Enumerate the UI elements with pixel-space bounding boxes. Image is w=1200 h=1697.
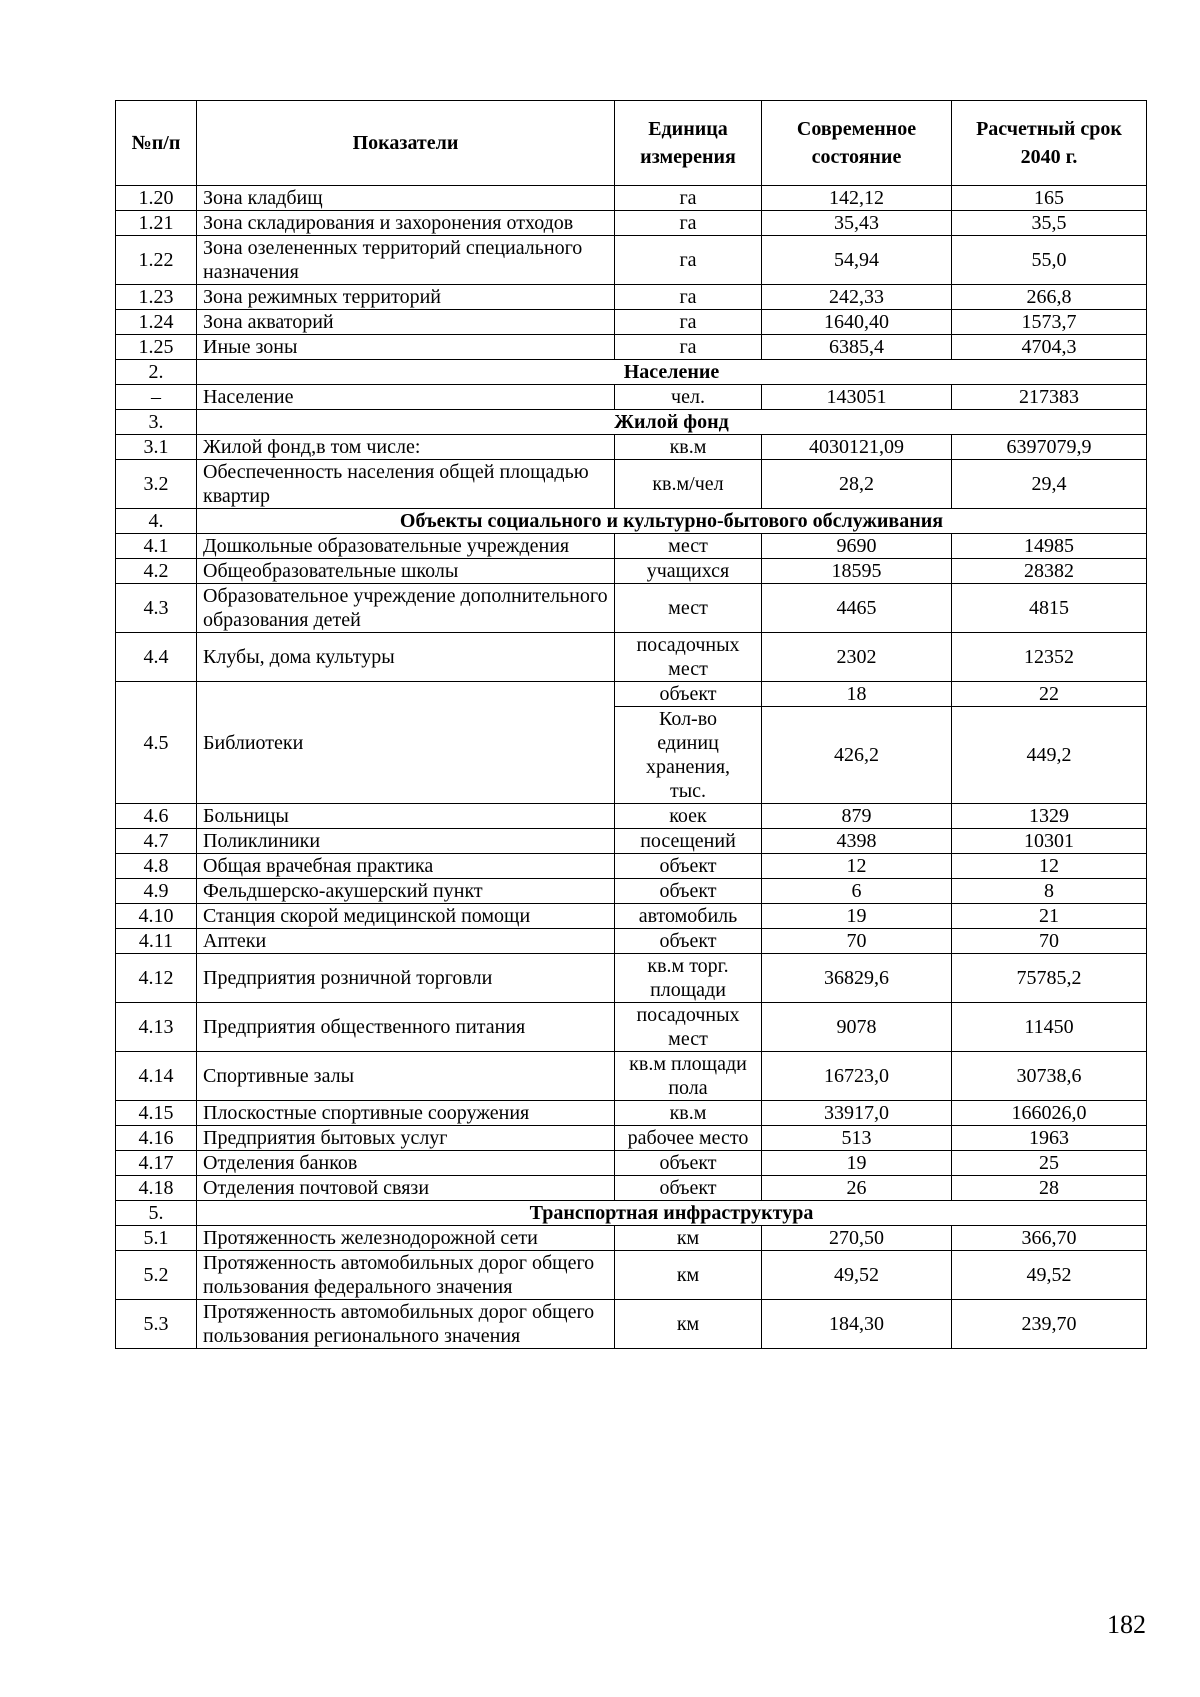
row-unit: коек (615, 804, 762, 829)
table-row (116, 1251, 1147, 1300)
row-future: 449,2 (952, 707, 1147, 804)
table-header-row (116, 101, 1147, 186)
row-indicator: Зона режимных территорий (197, 285, 615, 310)
table-body-zones (116, 186, 1147, 360)
table-body-social-a (116, 534, 1147, 682)
row-future: 4704,3 (952, 335, 1147, 360)
row-indicator: Обеспеченность населения общей площадью квартир (197, 460, 615, 509)
row-current: 513 (762, 1126, 952, 1151)
section-row (116, 410, 1147, 435)
table-row (116, 1003, 1147, 1052)
header-indicator: Показатели (197, 101, 615, 186)
row-current: 4398 (762, 829, 952, 854)
row-num: 1.22 (116, 236, 197, 285)
row-indicator: Общая врачебная практика (197, 854, 615, 879)
section-housing (116, 410, 1147, 435)
row-indicator: Предприятия бытовых услуг (197, 1126, 615, 1151)
row-unit: км (615, 1226, 762, 1251)
row-future: 239,70 (952, 1300, 1147, 1349)
row-current: 270,50 (762, 1226, 952, 1251)
row-future: 22 (952, 682, 1147, 707)
row-current: 36829,6 (762, 954, 952, 1003)
row-future: 75785,2 (952, 954, 1147, 1003)
table-row (116, 186, 1147, 211)
section-title: Транспортная инфраструктура (197, 1201, 1147, 1226)
row-current: 4465 (762, 584, 952, 633)
row-unit: мест (615, 534, 762, 559)
row-unit: рабочее место (615, 1126, 762, 1151)
section-num: 5. (116, 1201, 197, 1226)
row-indicator: Аптеки (197, 929, 615, 954)
table-row (116, 1300, 1147, 1349)
row-current: 1640,40 (762, 310, 952, 335)
table-row (116, 335, 1147, 360)
row-indicator: Общеобразовательные школы (197, 559, 615, 584)
row-indicator: Спортивные залы (197, 1052, 615, 1101)
row-unit: га (615, 186, 762, 211)
row-future: 70 (952, 929, 1147, 954)
table-row (116, 1052, 1147, 1101)
table-body-transport (116, 1226, 1147, 1349)
row-future: 166026,0 (952, 1101, 1147, 1126)
row-future: 1963 (952, 1126, 1147, 1151)
row-future: 11450 (952, 1003, 1147, 1052)
row-future: 1329 (952, 804, 1147, 829)
row-num: 1.25 (116, 335, 197, 360)
row-future: 4815 (952, 584, 1147, 633)
row-num: 4.8 (116, 854, 197, 879)
row-num: 5.2 (116, 1251, 197, 1300)
row-num: 5.1 (116, 1226, 197, 1251)
row-current: 2302 (762, 633, 952, 682)
row-unit: га (615, 211, 762, 236)
row-indicator: Население (197, 385, 615, 410)
row-indicator: Зона складирования и захоронения отходов (197, 211, 615, 236)
row-unit: га (615, 310, 762, 335)
table-row (116, 1151, 1147, 1176)
row-num: 5.3 (116, 1300, 197, 1349)
row-num: 1.24 (116, 310, 197, 335)
table-body-housing (116, 435, 1147, 509)
row-indicator: Предприятия розничной торговли (197, 954, 615, 1003)
row-num: 3.2 (116, 460, 197, 509)
row-current: 426,2 (762, 707, 952, 804)
row-unit: кв.м торг. площади (615, 954, 762, 1003)
row-unit: Кол-во единиц хранения, тыс. (615, 707, 762, 804)
row-future: 366,70 (952, 1226, 1147, 1251)
table-row (116, 236, 1147, 285)
row-future: 8 (952, 879, 1147, 904)
row-indicator: Поликлиники (197, 829, 615, 854)
row-current: 18 (762, 682, 952, 707)
row-unit: объект (615, 682, 762, 707)
row-num: 4.2 (116, 559, 197, 584)
row-num: 3.1 (116, 435, 197, 460)
row-unit: км (615, 1300, 762, 1349)
row-unit: кв.м/чел (615, 460, 762, 509)
row-future: 14985 (952, 534, 1147, 559)
table-row (116, 1176, 1147, 1201)
table-row (116, 310, 1147, 335)
row-unit: га (615, 285, 762, 310)
row-unit: объект (615, 879, 762, 904)
row-indicator: Клубы, дома культуры (197, 633, 615, 682)
row-unit: объект (615, 1151, 762, 1176)
row-future: 28 (952, 1176, 1147, 1201)
row-unit: учащихся (615, 559, 762, 584)
row-unit: чел. (615, 385, 762, 410)
row-unit: кв.м площади пола (615, 1052, 762, 1101)
table-row (116, 904, 1147, 929)
section-title: Объекты социального и культурно-бытового обслуживания (197, 509, 1147, 534)
table-row (116, 879, 1147, 904)
row-indicator: Протяженность железнодорожной сети (197, 1226, 615, 1251)
table-row (116, 534, 1147, 559)
table-row (116, 584, 1147, 633)
section-population (116, 360, 1147, 385)
row-current: 6 (762, 879, 952, 904)
section-row (116, 509, 1147, 534)
row-current: 33917,0 (762, 1101, 952, 1126)
row-indicator: Образовательное учреждение дополнительного образования детей (197, 584, 615, 633)
row-future: 35,5 (952, 211, 1147, 236)
row-unit: посадочных мест (615, 1003, 762, 1052)
row-current: 70 (762, 929, 952, 954)
table-row (116, 954, 1147, 1003)
table-row (116, 633, 1147, 682)
row-num: 4.14 (116, 1052, 197, 1101)
row-current: 9690 (762, 534, 952, 559)
row-indicator: Отделения почтовой связи (197, 1176, 615, 1201)
row-current: 242,33 (762, 285, 952, 310)
row-num: 4.12 (116, 954, 197, 1003)
section-transport (116, 1201, 1147, 1226)
section-row (116, 360, 1147, 385)
row-unit: объект (615, 854, 762, 879)
row-current: 49,52 (762, 1251, 952, 1300)
libraries-group (116, 682, 1147, 804)
row-future: 10301 (952, 829, 1147, 854)
row-future: 266,8 (952, 285, 1147, 310)
section-num: 4. (116, 509, 197, 534)
row-num: 4.13 (116, 1003, 197, 1052)
row-indicator: Зона озелененных территорий специального назначения (197, 236, 615, 285)
row-indicator: Предприятия общественного питания (197, 1003, 615, 1052)
header-unit: Единица измерения (615, 101, 762, 186)
row-current: 19 (762, 904, 952, 929)
row-future: 28382 (952, 559, 1147, 584)
row-future: 12 (952, 854, 1147, 879)
row-current: 54,94 (762, 236, 952, 285)
table-row (116, 854, 1147, 879)
row-future: 12352 (952, 633, 1147, 682)
table-row (116, 385, 1147, 410)
section-num: 2. (116, 360, 197, 385)
row-num: 4.7 (116, 829, 197, 854)
row-current: 9078 (762, 1003, 952, 1052)
row-current: 26 (762, 1176, 952, 1201)
row-num: 4.5 (116, 682, 197, 804)
indicators-table (115, 100, 1147, 1349)
row-num: 4.15 (116, 1101, 197, 1126)
table-row (116, 829, 1147, 854)
row-indicator: Протяженность автомобильных дорог общего пользования регионального значения (197, 1300, 615, 1349)
row-unit: посадочных мест (615, 633, 762, 682)
row-num: 4.1 (116, 534, 197, 559)
row-unit: мест (615, 584, 762, 633)
table-row (116, 435, 1147, 460)
row-current: 28,2 (762, 460, 952, 509)
row-indicator: Фельдшерско-акушерский пункт (197, 879, 615, 904)
row-future: 55,0 (952, 236, 1147, 285)
table-row (116, 1226, 1147, 1251)
row-indicator: Отделения банков (197, 1151, 615, 1176)
section-num: 3. (116, 410, 197, 435)
row-future: 165 (952, 186, 1147, 211)
row-future: 6397079,9 (952, 435, 1147, 460)
row-current: 143051 (762, 385, 952, 410)
row-num: 1.23 (116, 285, 197, 310)
row-current: 184,30 (762, 1300, 952, 1349)
row-current: 16723,0 (762, 1052, 952, 1101)
page-number: 182 (1107, 1610, 1146, 1639)
row-current: 18595 (762, 559, 952, 584)
row-num: 1.20 (116, 186, 197, 211)
section-title: Население (197, 360, 1147, 385)
row-future: 25 (952, 1151, 1147, 1176)
row-current: 142,12 (762, 186, 952, 211)
table-row (116, 929, 1147, 954)
table-row (116, 804, 1147, 829)
row-indicator: Больницы (197, 804, 615, 829)
row-indicator: Дошкольные образовательные учреждения (197, 534, 615, 559)
row-num: 4.6 (116, 804, 197, 829)
row-indicator: Зона акваторий (197, 310, 615, 335)
header-future: Расчетный срок 2040 г. (952, 101, 1147, 186)
row-unit: км (615, 1251, 762, 1300)
table-row (116, 460, 1147, 509)
section-row (116, 1201, 1147, 1226)
row-current: 879 (762, 804, 952, 829)
table-body-social-b (116, 804, 1147, 1201)
section-title: Жилой фонд (197, 410, 1147, 435)
row-indicator: Станция скорой медицинской помощи (197, 904, 615, 929)
row-current: 6385,4 (762, 335, 952, 360)
table-row (116, 1126, 1147, 1151)
row-future: 29,4 (952, 460, 1147, 509)
row-num: 4.9 (116, 879, 197, 904)
row-current: 12 (762, 854, 952, 879)
row-num: 4.3 (116, 584, 197, 633)
table-row (116, 285, 1147, 310)
row-num: 4.17 (116, 1151, 197, 1176)
table-row (116, 211, 1147, 236)
row-num: 1.21 (116, 211, 197, 236)
row-indicator: Протяженность автомобильных дорог общего пользования федерального значения (197, 1251, 615, 1300)
row-num: 4.16 (116, 1126, 197, 1151)
table-row (116, 682, 1147, 707)
row-indicator: Плоскостные спортивные сооружения (197, 1101, 615, 1126)
row-current: 35,43 (762, 211, 952, 236)
row-num: 4.4 (116, 633, 197, 682)
header-current: Современное состояние (762, 101, 952, 186)
row-future: 30738,6 (952, 1052, 1147, 1101)
row-unit: га (615, 335, 762, 360)
row-unit: объект (615, 1176, 762, 1201)
row-unit: посещений (615, 829, 762, 854)
row-unit: га (615, 236, 762, 285)
row-future: 1573,7 (952, 310, 1147, 335)
table-body-population (116, 385, 1147, 410)
header-num: №п/п (116, 101, 197, 186)
row-future: 21 (952, 904, 1147, 929)
row-indicator: Зона кладбищ (197, 186, 615, 211)
row-unit: кв.м (615, 435, 762, 460)
row-num: 4.10 (116, 904, 197, 929)
row-num: 4.11 (116, 929, 197, 954)
row-indicator: Иные зоны (197, 335, 615, 360)
row-unit: объект (615, 929, 762, 954)
row-indicator: Жилой фонд,в том числе: (197, 435, 615, 460)
row-num: 4.18 (116, 1176, 197, 1201)
row-unit: автомобиль (615, 904, 762, 929)
row-num: – (116, 385, 197, 410)
table-row (116, 559, 1147, 584)
row-indicator: Библиотеки (197, 682, 615, 804)
row-current: 19 (762, 1151, 952, 1176)
table-row (116, 1101, 1147, 1126)
row-future: 49,52 (952, 1251, 1147, 1300)
section-social (116, 509, 1147, 534)
row-unit: кв.м (615, 1101, 762, 1126)
row-current: 4030121,09 (762, 435, 952, 460)
row-future: 217383 (952, 385, 1147, 410)
